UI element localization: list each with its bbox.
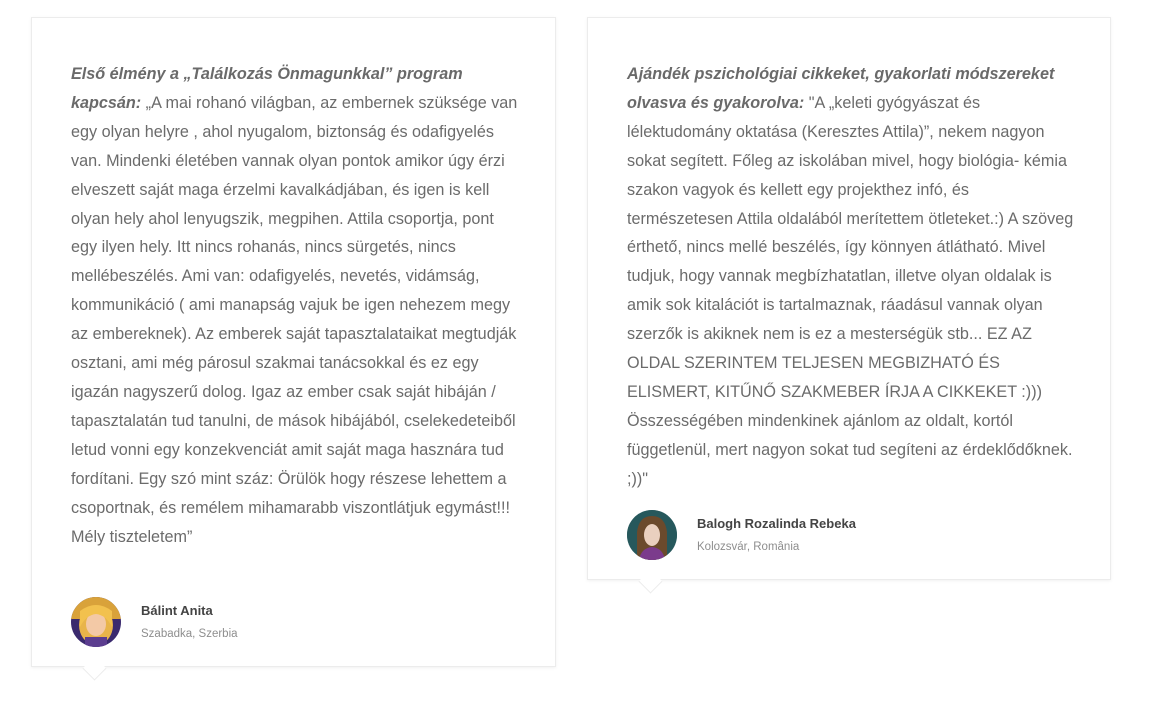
testimonial-text: "A „keleti gyógyászat és lélektudomány oktatása (Keresztes Attila)”, nekem nagyon sokat segített. Főleg az iskolában mivel, hogy biológia- kémia szakon vagyok és kellett egy projekthez infó, és természetesen Attila oldalából merítettem ötleteket.:) A szöveg érthető, nincs mellé beszélés, így könnyen átlátható. Mivel tudjuk, hogy vannak megbízhatatlan, illetve olyan oldalak is amik sok kitalációt is tartalmaznak, ráadásul vannak olyan szerzők is akiknek nem is ez a mesterségük stb... EZ AZ OLDAL SZERINTEM TELJESEN MEGBIZHATÓ ÉS ELISMERT, KITŰNŐ SZAKMEBER ÍRJA A CIKKEKET :))) Összességében mindenkinek ajánlom az oldalt, kortól függetlenül, mert nagyon sokat tud segíteni az érdeklődőknek. ;))"	[627, 93, 1074, 488]
testimonial-heading: Első élmény a „Találkozás Önmagunkkal” program kapcsán:	[71, 65, 463, 112]
avatar	[71, 597, 121, 647]
testimonial-quote	[627, 60, 1077, 494]
testimonial-card	[587, 17, 1111, 580]
testimonial-text: „A mai rohanó világban, az embernek szüksége van egy olyan helyre , ahol nyugalom, biztonság és odafigyelés van. Mindenki életében vannak olyan pontok amikor úgy érzi elveszett saját maga érzelmi kavalkádjában, és igen is kell olyan hely ahol lenyugszik, megpihen. Attila csoportja, pont egy ilyen hely. Itt nincs rohanás, nincs sürgetés, nincs mellébeszélés. Ami van: odafigyelés, nevetés, vidámság, kommunikáció ( ami manapság vajuk be igen nehezem megy az embereknek). Az emberek saját tapasztalataikat megtudják osztani, ami még párosul szakmai tanácsokkal és ez egy igazán nagyszerű dolog. Igaz az ember csak saját hibáján / tapasztalatán tud tanulni, de mások hibájából, cselekedeteiből letud vonni egy konzekvenciát amit saját maga hasznára tud fordítani. Egy szó mint száz: Örülök hogy részese lehettem a csoportnak, és remélem mihamarabb viszontlátjuk egymást!!! Mély tiszteletem”	[71, 93, 518, 546]
avatar-photo-icon	[627, 510, 677, 560]
testimonial-author	[627, 510, 856, 560]
author-location: Kolozsvár, România	[697, 540, 800, 553]
testimonial-quote	[71, 60, 521, 551]
author-name: Balogh Rozalinda Rebeka	[697, 515, 856, 531]
author-name: Bálint Anita	[141, 602, 213, 618]
testimonial-card	[31, 17, 556, 667]
avatar	[627, 510, 677, 560]
testimonial-heading: Ajándék pszichológiai cikkeket, gyakorlati módszereket olvasva és gyakorolva:	[627, 65, 1055, 112]
testimonial-author	[71, 597, 238, 647]
avatar-photo-icon	[71, 597, 121, 647]
author-location: Szabadka, Szerbia	[141, 627, 238, 640]
